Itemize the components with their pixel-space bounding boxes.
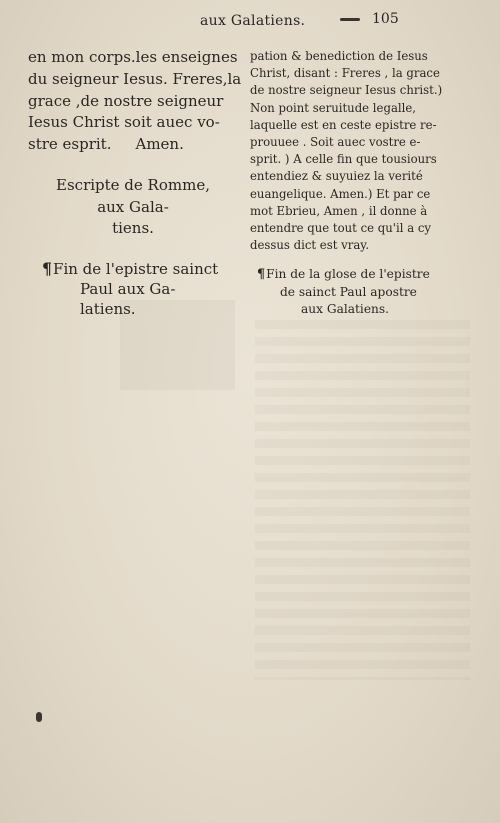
subscription (28, 175, 238, 240)
gloss-line: de nostre seigneur Iesus christ.) (250, 83, 443, 98)
right-column-gloss (250, 48, 462, 254)
text-line: Iesus Christ soit auec vo- (28, 113, 220, 132)
text-line: grace ,de nostre seigneur (28, 91, 224, 110)
gloss-line: pation & benediction de Iesus (250, 49, 428, 63)
explicit-line: de sainct Paul apostre (280, 284, 417, 299)
amen-word: Amen. (135, 135, 184, 154)
gloss-line: prouuee . Soit auec vostre e- (250, 135, 421, 150)
gloss-line: Non point seruitude legalle, (250, 100, 417, 115)
explicit-text: Fin de l'epistre sainct (53, 260, 219, 278)
gloss-line: Christ, disant : Freres , la grace (250, 66, 440, 81)
explicit-line: aux Galatiens. (301, 302, 390, 316)
text-line: du seigneur Iesus. Freres,la (28, 69, 242, 88)
explicit-line (42, 259, 242, 279)
pilcrow-icon: ¶ (257, 267, 266, 282)
text-line: en mon corps.les enseignes (28, 48, 238, 66)
left-column-text (28, 47, 240, 156)
gloss-line: mot Ebrieu, Amen , il donne à (250, 203, 428, 218)
explicit-line (257, 266, 472, 284)
pilcrow-icon: ¶ (42, 259, 53, 278)
running-title: aux Galatiens. (200, 13, 306, 29)
running-head (0, 9, 500, 39)
gloss-line: laquelle est en ceste epistre re- (250, 117, 437, 132)
gloss-line: euangelique. Amen.) Et par ce (250, 186, 431, 201)
ink-mark (36, 712, 42, 722)
text-line-fragment: stre esprit. (28, 135, 112, 154)
explicit-text: Fin de la glose de l'epistre (266, 267, 430, 281)
explicit-line: latiens. (80, 300, 136, 318)
subscription-line: tiens. (112, 219, 154, 237)
gloss-line: entendiez & suyuiez la verité (250, 169, 423, 184)
explicit-line: Paul aux Ga- (80, 280, 176, 298)
gloss-line: sprit. ) A celle fin que tousiours (250, 152, 437, 167)
left-explicit (42, 259, 242, 319)
running-head-rule (340, 18, 360, 21)
subscription-line: aux Gala- (97, 197, 169, 216)
text-line (28, 134, 240, 156)
page-number: 105 (372, 11, 399, 27)
subscription-line: Escripte de Romme, (56, 176, 210, 194)
gloss-line: entendre que tout ce qu'il a cy (250, 221, 432, 236)
right-explicit (257, 266, 472, 319)
gloss-line: dessus dict est vray. (250, 238, 370, 253)
